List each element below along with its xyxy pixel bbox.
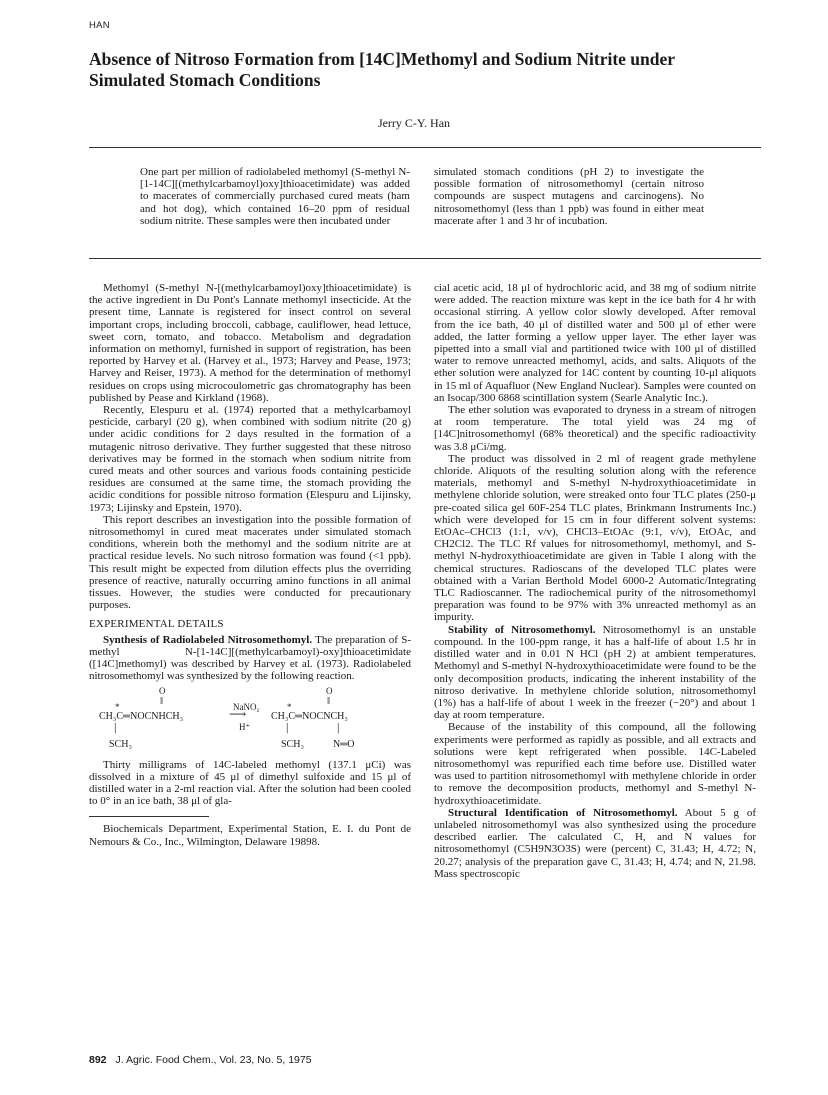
reactant-carbonyl-o: O: [159, 685, 166, 696]
section-heading: EXPERIMENTAL DETAILS: [89, 618, 224, 631]
product-label-star: *: [287, 701, 292, 712]
identification-paragraph: Structural Identification of Nitrosomethomyl. About 5 g of unlabeled nitrosomethomyl was also synthesized using the procedure described earlier. The calculated C, H, and N values for nitrosomethomyl (C5H9N3O3S) were (percent) C, 31.43; H, 4.72; N, 20.27; analysis of the preparation gave C, 31.43; H, 4.74; and N, 21.98. Mass spectroscopic: [434, 806, 756, 880]
reagent-acid: H⁺: [239, 721, 251, 732]
reactant-smethyl: SCH₃: [109, 738, 132, 750]
method-paragraph-3: The product was dissolved in 2 ml of reagent grade methylene chloride. Aliquots of the resulting solution along with the reference materials, methomyl and S-methyl N-hydroxythioacetimidate in methylene chloride solution, were streaked onto four TLC plates (250-μ pre-coated silica gel 60F-254 TLC plates, Brinkmann Instruments Inc.) which were developed for 15 cm in four different solvent systems: EtOAc–CHCl3 (1:1, v/v), CHCl3–EtOAc (9:1, v/v), EtOAc, and CH2Cl2. The TLC Rf values for nitrosomethomyl, methomyl, and S-methyl N-hydroxythioacetimidate are given in Table I along with the chemical structures. Radioscans of the developed TLC plates were obtained with a Varian Berthold Model 6000-2 Automatic/Integrating TLC Radioscanner. The radiochemical purity of the nitrosomethomyl preparation was found to be 97% with 3% unreacted methomyl as an impurity.: [434, 452, 756, 624]
reactant-formula: CH₃C═NOCNHCH₃: [99, 710, 184, 722]
abstract-top-rule: [89, 147, 761, 148]
reaction-arrow: ⟶: [229, 706, 247, 721]
reaction-scheme: [89, 683, 411, 787]
affiliation-footnote: Biochemicals Department, Experimental Station, E. I. du Pont de Nemours & Co., Inc., Wilmington, Delaware 19898.: [89, 823, 411, 848]
right-column: [434, 282, 756, 880]
running-head: HAN: [89, 20, 110, 31]
author-name: Jerry C-Y. Han: [377, 116, 451, 130]
synthesis-paragraph: Synthesis of Radiolabeled Nitrosomethomyl. The preparation of S-methyl N-[1-14C][(methylcarbamoyl)-oxy]thioacetimidate ([14C]methomyl) was described by Harvey et al. (1973). Radiolabeled nitrosomethomyl was synthesized by the following reaction.: [89, 633, 411, 683]
product-sulfur-bond: |: [286, 719, 289, 734]
product-nitroso-bond: |: [337, 719, 340, 734]
stability-heading: Stability of Nitrosomethomyl.: [448, 623, 596, 636]
intro-paragraph-1: Methomyl (S-methyl N-[(methylcarbamoyl)oxy]thioacetimidate) is the active ingredient in Du Pont's Lannate methomyl insecticide. At the present time, Lannate is registered for insect control on several important crops, including broccoli, cabbage, cauliflower, head lettuce, sweet corn, tomato, and tobacco. Metabolism and degradation information on methomyl, furnished in support of registration, has been reported by Harvey et al. (Harvey et al., 1973; Harvey and Pease, 1973; Harvey and Reiser, 1973). A method for the determination of methomyl residues on crops using microcoulometric gas chromatography has been published by Pease and Kirkland (1968).: [89, 282, 411, 404]
abstract-left: One part per million of radiolabeled methomyl (S-methyl N-[1-14C][(methylcarbamoyl)oxy]thioacetimidate) was added to macerates of commercially purchased cured meats (ham and hot dog), which contained 16–20 ppm of residual sodium nitrite. These samples were then incubated under: [140, 166, 410, 227]
product-carbonyl-bond: ‖: [327, 694, 331, 707]
method-paragraph-1: cial acetic acid, 18 μl of hydrochloric acid, and 38 mg of sodium nitrite were added. The reaction mixture was kept in the ice bath for 4 hr with occasional stirring. A yellow color slowly developed. After removal from the ice bath, 40 μl of distilled water and 500 μl of ether were added, the latter forming a yellow upper layer. The ether layer was pipetted into a small vial and partitioned twice with 100 μl of distilled water to remove unreacted methomyl, acids, and salts. Aliquots of the ether solution were analyzed for 14C content by counting 10-μl aliquots in 15 ml of Aquafluor (New England Nuclear). Samples were counted on an Isocap/300 6868 scintillation system (Searle Analytic Inc.).: [434, 282, 756, 404]
reactant-carbonyl-bond: ‖: [160, 694, 164, 707]
abstract-right: simulated stomach conditions (pH 2) to investigate the possible formation of nitrosomethomyl (certain nitroso compounds are suspect mutagens and carcinogens). No nitrosomethomyl (less than 1 ppb) was found in either meat macerate after 1 and 3 hr of incubation.: [434, 166, 704, 227]
footnote-rule: [89, 816, 209, 817]
stability-paragraph: Stability of Nitrosomethomyl. Nitrosomethomyl is an unstable compound. In the 100-ppm range, it has a half-life of about 1.5 hr in distilled water and in 0.01 N HCl (pH 2) at ambient temperatures. Methomyl and S-methyl N-hydroxythioacetimidate were found to be the only decomposition products, indicating the inherent instability of the nitroso derivative. In methylene chloride solution, nitrosomethomyl (1%) has a half-life of about 1 week in the freezer (−20°) and about 1 day at room temperature.: [434, 623, 756, 722]
article-title: Absence of Nitroso Formation from [14C]Methomyl and Sodium Nitrite under Simulated Stomach Conditions: [89, 49, 675, 90]
intro-paragraph-2: Recently, Elespuru et al. (1974) reported that a methylcarbamoyl pesticide, carbaryl (20 g), when combined with sodium nitrite (20 g) under acidic conditions for 2 days resulted in the formation of a mutagenic nitroso derivative. They further suggested that these nitroso derivatives may be formed in the stomach when sodium nitrite from cured meats and other sources and various foods containing pesticide residues are consumed at the same time, the stomach providing the acidic conditions for possible nitroso formation (Elespuru and Lijinsky, 1973; Lijinsky and Epstein, 1970).: [89, 404, 411, 514]
product-nitroso: N═O: [333, 738, 355, 750]
page-number: 892: [89, 1054, 107, 1066]
identification-heading: Structural Identification of Nitrosomethomyl.: [448, 806, 678, 819]
method-paragraph-2: The ether solution was evaporated to dryness in a stream of nitrogen at room temperature. The total yield was 24 mg of [14C]nitrosomethomyl (68% theoretical) and the specific radioactivity was 3.8 μCi/mg.: [434, 404, 756, 453]
left-column: [89, 282, 411, 848]
product-formula: CH₃C═NOCNCH₃: [271, 710, 348, 722]
synthesis-heading: Synthesis of Radiolabeled Nitrosomethomyl.: [103, 633, 313, 646]
page-footer: [89, 1054, 312, 1066]
reagent-nitrite: NaNO₂: [233, 701, 260, 712]
product-carbonyl-o: O: [326, 685, 333, 696]
abstract-bottom-rule: [89, 258, 761, 259]
intro-paragraph-3: This report describes an investigation into the possible formation of nitrosomethomyl in cured meat macerates under simulated stomach conditions, wherein both the methomyl and the sodium nitrite are at practical residue levels. No such nitroso formation was found (<1 ppb). This result might be expected from dilution effects plus the overriding presence of reactive, naturally occurring amino functions in all animal tissues. However, the studies were conducted for precautionary purposes.: [89, 513, 411, 612]
product-smethyl: SCH₃: [281, 738, 304, 750]
reactant-sulfur-bond: |: [114, 719, 117, 734]
reactant-label-star: *: [115, 701, 120, 712]
instability-paragraph: Because of the instability of this compound, all the following experiments were performed as rapidly as possible, and all extracts and solutions were kept refrigerated when possible. 14C-Labeled nitrosomethomyl was repurified each time before use. Distilled water was used to partition nitrosomethomyl with methylene chloride in order to remove the decomposition products, methomyl and S-methyl N-hydroxythioacetimidate.: [434, 721, 756, 807]
procedure-paragraph: Thirty milligrams of 14C-labeled methomyl (137.1 μCi) was dissolved in a mixture of 45 μl of dimethyl sulfoxide and 15 μl of distilled water in a 2-ml reaction vial. After the solution had been cooled to 0° in an ice bath, 38 μl of gla-: [89, 758, 411, 808]
journal-citation: J. Agric. Food Chem., Vol. 23, No. 5, 1975: [115, 1054, 312, 1066]
